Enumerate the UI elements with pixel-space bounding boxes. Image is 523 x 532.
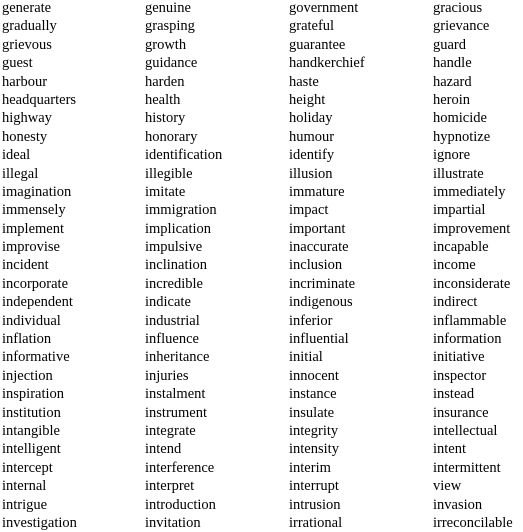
word-item: intrusion xyxy=(289,496,341,513)
word-item: immediately xyxy=(433,183,506,200)
word-item: incriminate xyxy=(289,275,356,292)
word-item: instead xyxy=(433,386,475,403)
word-item: haste xyxy=(289,73,319,90)
word-item: interim xyxy=(289,459,331,476)
word-item: intrigue xyxy=(2,496,48,513)
word-item: illusion xyxy=(289,165,333,182)
word-item: insurance xyxy=(433,404,489,421)
word-item: interrupt xyxy=(289,478,339,495)
word-item: headquarters xyxy=(2,91,77,108)
word-item: guard xyxy=(433,36,467,53)
word-item: illegal xyxy=(2,165,39,182)
word-item: immensely xyxy=(2,202,66,219)
word-item: intermittent xyxy=(433,459,501,476)
word-item: identification xyxy=(145,147,223,164)
word-item: initial xyxy=(289,349,323,366)
word-item: growth xyxy=(145,36,187,53)
word-item: government xyxy=(289,0,359,16)
word-item: important xyxy=(289,220,346,237)
word-item: inspector xyxy=(433,367,487,384)
word-item: influential xyxy=(289,331,349,348)
word-item: incapable xyxy=(433,239,489,256)
word-item: invitation xyxy=(145,514,201,531)
word-item: health xyxy=(145,91,181,108)
word-column-2 xyxy=(145,0,222,532)
word-item: injection xyxy=(2,367,53,384)
word-item: imagination xyxy=(2,183,72,200)
word-item: grievous xyxy=(2,36,52,53)
word-item: honorary xyxy=(145,128,198,145)
word-item: influence xyxy=(145,331,199,348)
word-item: grievance xyxy=(433,18,490,35)
word-item: income xyxy=(433,257,476,274)
word-item: information xyxy=(433,331,502,348)
word-item: imitate xyxy=(145,183,186,200)
word-item: integrate xyxy=(145,422,196,439)
word-item: investigation xyxy=(2,514,77,531)
word-item: introduction xyxy=(145,496,216,513)
word-item: grateful xyxy=(289,18,335,35)
word-item: indicate xyxy=(145,294,191,311)
word-item: gradually xyxy=(2,18,57,35)
word-item: inflation xyxy=(2,331,52,348)
word-item: hypnotize xyxy=(433,128,491,145)
word-item: homicide xyxy=(433,110,487,127)
word-item: height xyxy=(289,91,326,108)
word-item: incredible xyxy=(145,275,203,292)
word-item: implement xyxy=(2,220,65,237)
word-item: instalment xyxy=(145,386,206,403)
word-item: irreconcilable xyxy=(433,514,513,531)
word-item: guarantee xyxy=(289,36,346,53)
word-item: improvement xyxy=(433,220,511,237)
word-item: guest xyxy=(2,55,33,72)
word-item: implication xyxy=(145,220,212,237)
word-item: integrity xyxy=(289,422,339,439)
word-item: generate xyxy=(2,0,52,16)
word-item: history xyxy=(145,110,186,127)
word-item: intent xyxy=(433,441,467,458)
word-item: guidance xyxy=(145,55,198,72)
word-item: intercept xyxy=(2,459,53,476)
word-item: injuries xyxy=(145,367,189,384)
word-item: inspiration xyxy=(2,386,65,403)
word-item: instrument xyxy=(145,404,208,421)
word-item: intelligent xyxy=(2,441,61,458)
word-item: innocent xyxy=(289,367,339,384)
word-item: intend xyxy=(145,441,182,458)
word-item: indirect xyxy=(433,294,478,311)
word-item: humour xyxy=(289,128,335,145)
word-item: ignore xyxy=(433,147,471,164)
word-item: informative xyxy=(2,349,70,366)
word-item: harbour xyxy=(2,73,48,90)
word-item: impact xyxy=(289,202,329,219)
word-item: ideal xyxy=(2,147,31,164)
word-item: independent xyxy=(2,294,73,311)
word-item: impartial xyxy=(433,202,486,219)
word-item: individual xyxy=(2,312,61,329)
word-item: gracious xyxy=(433,0,483,16)
word-item: identify xyxy=(289,147,335,164)
word-item: grasping xyxy=(145,18,195,35)
word-item: internal xyxy=(2,478,47,495)
word-item: immature xyxy=(289,183,345,200)
word-item: genuine xyxy=(145,0,191,16)
word-item: improvise xyxy=(2,239,60,256)
word-item: harden xyxy=(145,73,185,90)
word-item: interpret xyxy=(145,478,195,495)
word-item: highway xyxy=(2,110,52,127)
word-item: industrial xyxy=(145,312,200,329)
word-item: interference xyxy=(145,459,215,476)
word-item: incident xyxy=(2,257,49,274)
word-item: impulsive xyxy=(145,239,203,256)
word-item: invasion xyxy=(433,496,483,513)
word-item: inclination xyxy=(145,257,208,274)
word-item: honesty xyxy=(2,128,48,145)
word-item: holiday xyxy=(289,110,333,127)
word-column-3 xyxy=(289,0,365,532)
word-item: inclusion xyxy=(289,257,343,274)
word-item: handle xyxy=(433,55,472,72)
word-column-1 xyxy=(2,0,77,532)
word-item: inheritance xyxy=(145,349,210,366)
word-item: heroin xyxy=(433,91,471,108)
word-item: initiative xyxy=(433,349,485,366)
word-item: incorporate xyxy=(2,275,69,292)
word-item: inconsiderate xyxy=(433,275,511,292)
word-column-4 xyxy=(433,0,513,532)
word-item: hazard xyxy=(433,73,472,90)
word-item: illustrate xyxy=(433,165,484,182)
word-item: instance xyxy=(289,386,337,403)
word-item: immigration xyxy=(145,202,217,219)
word-item: view xyxy=(433,478,462,495)
word-item: indigenous xyxy=(289,294,353,311)
word-item: irrational xyxy=(289,514,343,531)
word-item: handkerchief xyxy=(289,55,365,72)
word-item: intangible xyxy=(2,422,60,439)
word-item: intensity xyxy=(289,441,339,458)
word-item: inaccurate xyxy=(289,239,349,256)
word-item: illegible xyxy=(145,165,193,182)
word-item: institution xyxy=(2,404,61,421)
word-item: inflammable xyxy=(433,312,507,329)
word-item: inferior xyxy=(289,312,333,329)
word-item: intellectual xyxy=(433,422,498,439)
word-item: insulate xyxy=(289,404,335,421)
